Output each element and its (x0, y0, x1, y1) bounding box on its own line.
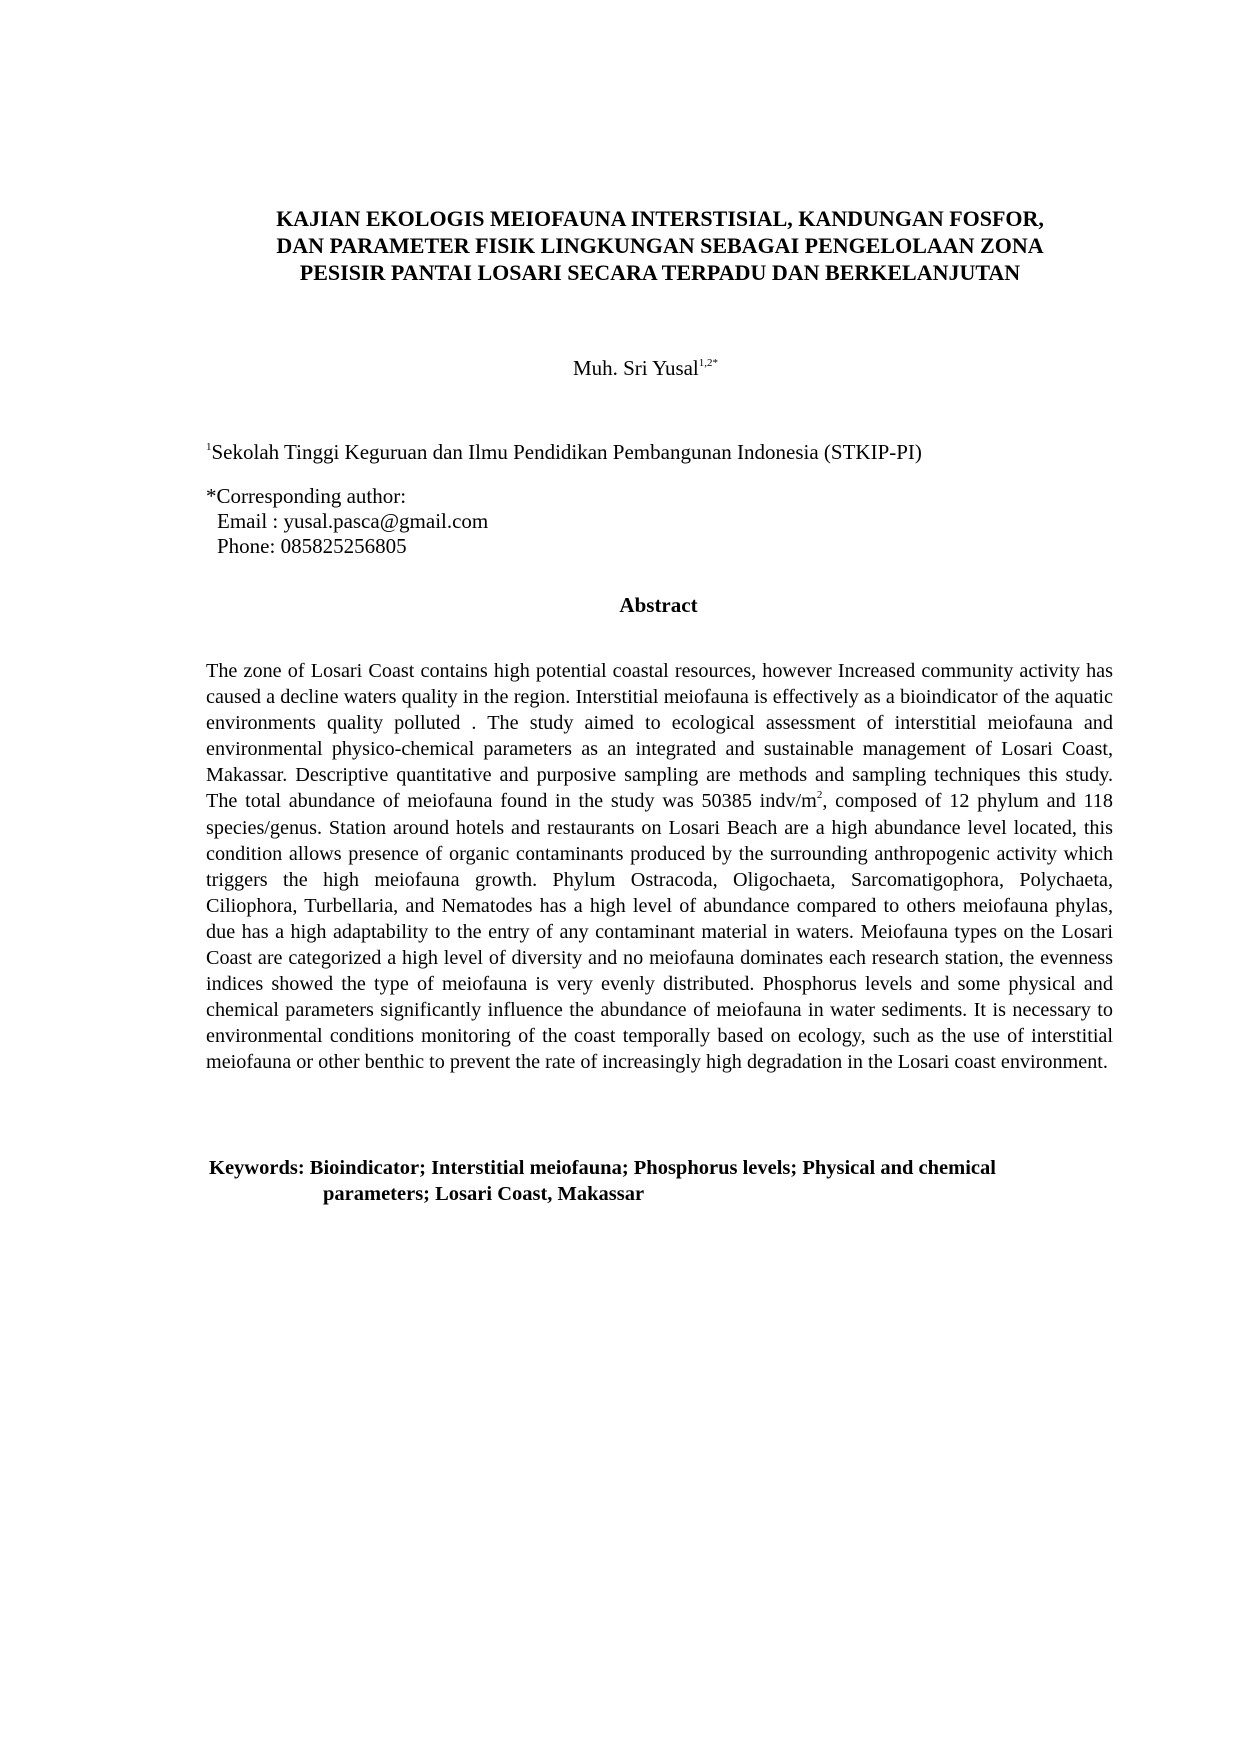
author-affiliation-marks: 1,2* (698, 357, 719, 369)
affiliation (206, 434, 922, 465)
corresponding-email: Email : yusal.pasca@gmail.com (217, 509, 489, 533)
abstract-body (206, 658, 1113, 1076)
corresponding-phone: Phone: 085825256805 (217, 534, 407, 558)
abstract-superscript: 2 (816, 789, 823, 802)
affiliation-mark: 1 (206, 441, 212, 453)
keywords-line-2: parameters; Losari Coast, Makassar (323, 1183, 645, 1205)
title-line-2: DAN PARAMETER FISIK LINGKUNGAN SEBAGAI PENGELOLAAN ZONA (276, 233, 1044, 258)
corresponding-label: *Corresponding author: (206, 484, 407, 508)
author-name: Muh. Sri Yusal (572, 356, 699, 380)
abstract-text-part-2: , composed of 12 phylum and 118 species/genus. Station around hotels and restaurants on Losari Beach are a high abundance level located, this condition allows presence of organic contaminants produced by the surrounding anthropogenic activity which triggers the high meiofauna growth. Phylum Ostracoda, Oligochaeta, Sarcomatigophora, Polychaeta, Ciliophora, Turbellaria, and Nematodes has a high level of abundance compared to others meiofauna phylas, due has a high adaptability to the entry of any contaminant material in waters. Meiofauna types on the Losari Coast are categorized a high level of diversity and no meiofauna dominates each research station, the evenness indices showed the type of meiofauna is very evenly distributed. Phosphorus levels and some physical and chemical parameters significantly influence the abundance of meiofauna in water sediments. It is necessary to environmental conditions monitoring of the coast temporally based on ecology, such as the use of interstitial meiofauna or other benthic to prevent the rate of increasingly high degradation in the Losari coast environment. (206, 790, 1113, 1074)
corresponding-author-block (206, 484, 488, 559)
title-line-3: PESISIR PANTAI LOSARI SECARA TERPADU DAN BERKELANJUTAN (299, 260, 1021, 285)
author-line (0, 350, 1241, 381)
abstract-heading: Abstract (619, 593, 698, 617)
abstract-text-part-1: The zone of Losari Coast contains high potential coastal resources, however Increased community activity has caused a decline waters quality in the region. Interstitial meiofauna is effectively as a bioindicator of the aquatic environments quality polluted . The study aimed to ecological assessment of interstitial meiofauna and environmental physico-chemical parameters as an integrated and sustainable management of Losari Coast, Makassar. Descriptive quantitative and purposive sampling are methods and sampling techniques this study. The total abundance of meiofauna found in the study was 50385 indv/m (206, 660, 1113, 813)
keywords-line-1: Keywords: Bioindicator; Interstitial meiofauna; Phosphorus levels; Physical and chemical (209, 1157, 996, 1179)
title-line-1: KAJIAN EKOLOGIS MEIOFAUNA INTERSTISIAL, KANDUNGAN FOSFOR, (276, 206, 1044, 231)
keywords (209, 1155, 1119, 1207)
paper-title (200, 205, 1120, 286)
affiliation-text: Sekolah Tinggi Keguruan dan Ilmu Pendidikan Pembangunan Indonesia (STKIP-PI) (211, 440, 922, 464)
